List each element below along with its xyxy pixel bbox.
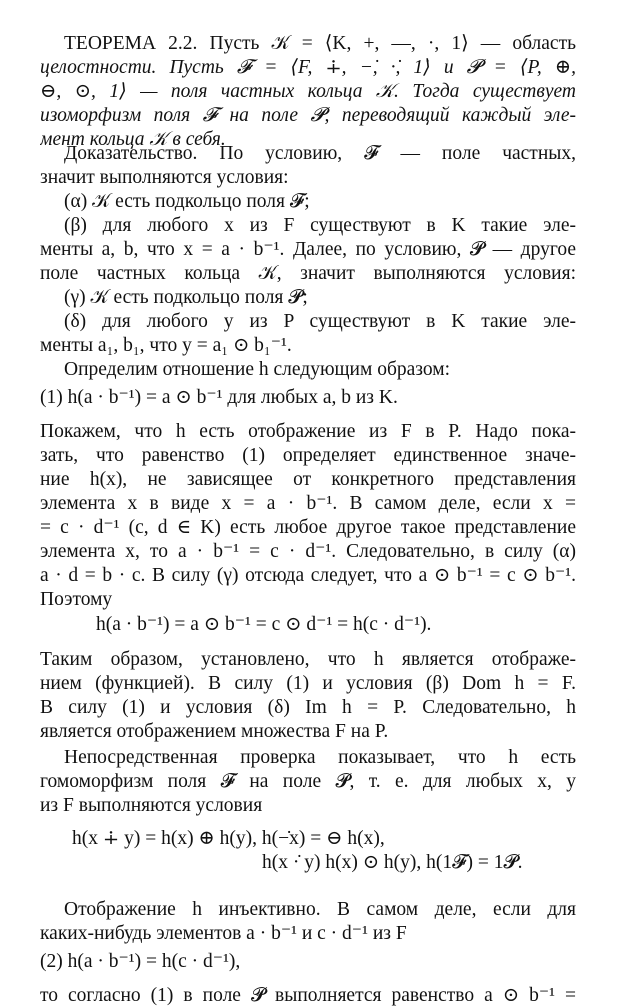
- text-line: то согласно (1) в поле 𝓟 выполняется равенство a ⊙ b⁻¹ =: [40, 985, 576, 1006]
- text-line: (α) 𝒦 есть подкольцо поля 𝓕;: [64, 191, 310, 212]
- text-line: (δ) для любого y из P существуют в K такие эле-: [64, 311, 576, 332]
- text-line: значит выполняются условия:: [40, 167, 289, 188]
- text-line: = c · d⁻¹ (c, d ∈ K) есть любое другое такое представление: [40, 517, 576, 538]
- text-line: нием (функцией). В силу (1) и условия (β) Dom h = F.: [40, 673, 576, 694]
- text-line: ТЕОРЕМА 2.2. Пусть 𝒦 = ⟨K, +, —, ·, 1⟩ — область: [64, 33, 576, 54]
- text-line: мент кольца 𝒦 в себя.: [40, 129, 226, 150]
- text-line: изоморфизм поля 𝓕 на поле 𝓟, переводящий каждый эле-: [40, 105, 576, 126]
- text-line: (β) для любого x из F существуют в K такие эле-: [64, 215, 576, 236]
- text-line: h(x ∔ y) = h(x) ⊕ h(y), h(−̇x) = ⊖ h(x),: [72, 828, 385, 849]
- text-line: элемента x, то a · b⁻¹ = c · d⁻¹. Следовательно, в силу (α): [40, 541, 576, 562]
- text-line: менты a₁, b₁, что y = a₁ ⊙ b₁⁻¹.: [40, 335, 292, 356]
- text-line: Непосредственная проверка показывает, что h есть: [64, 747, 576, 768]
- text-line: целостности. Пусть 𝓕 = ⟨F, ∔, −̇, ·̇, 1̇⟩ и 𝓟 = ⟨P, ⊕,: [40, 57, 576, 78]
- text-line: Доказательство. По условию, 𝓕 — поле частных,: [64, 143, 576, 164]
- text-line: из F выполняются условия: [40, 795, 263, 816]
- text-line: a · d = b · c. В силу (γ) отсюда следует, что a ⊙ b⁻¹ = c ⊙ b⁻¹.: [40, 565, 576, 586]
- text-line: зать, что равенство (1) определяет единственное значе-: [40, 445, 576, 466]
- text-line: ⊖, ⊙, 1⟩ — поля частных кольца 𝒦. Тогда существует: [40, 81, 576, 102]
- text-line: ние h(x), не зависящее от конкретного представления: [40, 469, 576, 490]
- text-line: (1) h(a · b⁻¹) = a ⊙ b⁻¹ для любых a, b из K.: [40, 387, 398, 408]
- text-line: Таким образом, установлено, что h является отображе-: [40, 649, 576, 670]
- text-line: поле частных кольца 𝒦, значит выполняются условия:: [40, 263, 576, 284]
- text-line: (γ) 𝒦 есть подкольцо поля 𝓟;: [64, 287, 308, 308]
- text-line: каких-нибудь элементов a · b⁻¹ и c · d⁻¹ из F: [40, 923, 407, 944]
- text-line: менты a, b, что x = a · b⁻¹. Далее, по условию, 𝓟 — другое: [40, 239, 576, 260]
- text-line: (2) h(a · b⁻¹) = h(c · d⁻¹),: [40, 951, 241, 972]
- text-line: Покажем, что h есть отображение из F в P. Надо пока-: [40, 421, 576, 442]
- text-line: h(a · b⁻¹) = a ⊙ b⁻¹ = c ⊙ d⁻¹ = h(c · d⁻¹).: [96, 614, 432, 635]
- text-line: Отображение h инъективно. В самом деле, если для: [64, 899, 576, 920]
- text-line: Поэтому: [40, 589, 113, 610]
- text-line: h(x ·̇ y) h(x) ⊙ h(y), h(1𝓕) = 1𝓟.: [262, 852, 523, 873]
- text-line: элемента x в виде x = a · b⁻¹. В самом деле, если x =: [40, 493, 576, 514]
- text-line: гомоморфизм поля 𝓕 на поле 𝓟, т. е. для любых x, y: [40, 771, 576, 792]
- text-line: является отображением множества F на P.: [40, 721, 389, 742]
- text-line: В силу (1) и условия (δ) Im h = P. Следовательно, h: [40, 697, 576, 718]
- text-line: Определим отношение h следующим образом:: [64, 359, 451, 380]
